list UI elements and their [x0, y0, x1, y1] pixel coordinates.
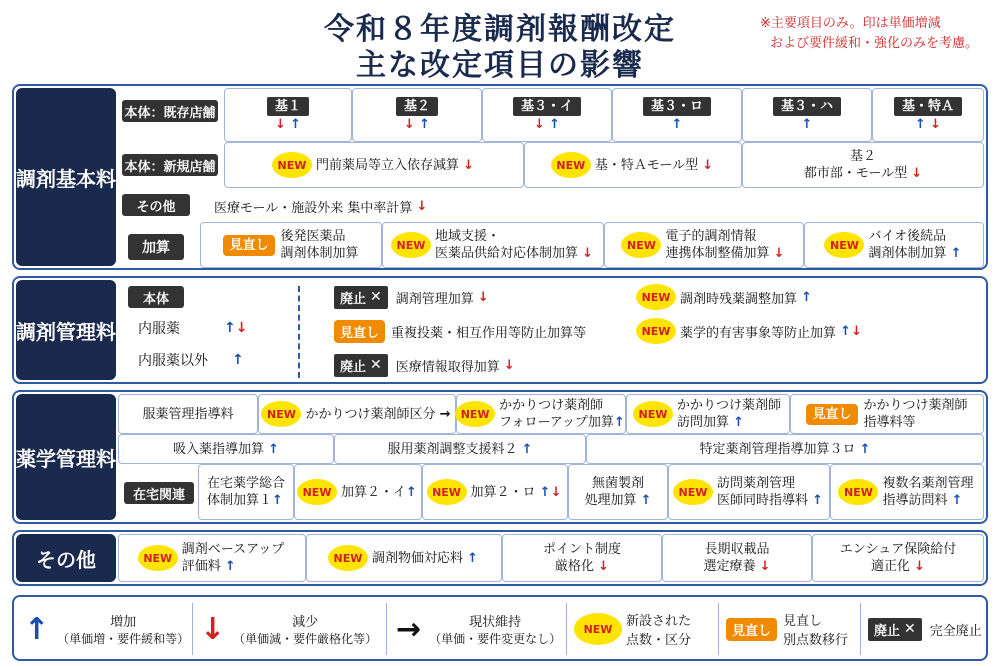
- cell-kihon3-ha: [742, 88, 872, 142]
- note-line-2: および要件緩和・強化のみを考慮。: [770, 36, 979, 51]
- new-badge: NEW: [638, 286, 674, 308]
- pill-kihon1: 基１: [267, 97, 309, 116]
- cell-kakaritsuke-kubun: NEW かかりつけ薬剤師区分 →: [258, 394, 456, 434]
- label-toku-a-mall: 基・特Ａモール型: [594, 157, 699, 173]
- cell-kasan2-i: NEW 加算２・イ ↑: [294, 464, 422, 520]
- new-badge: NEW: [274, 154, 310, 176]
- arrow-kihon3-ha: ↑: [801, 117, 813, 132]
- cell-kakaritsuke-homon: NEW かかりつけ薬剤師 訪問加算 ↑: [626, 394, 790, 434]
- note-line-1: ※主要項目のみ。印は単価増減: [760, 16, 941, 31]
- pill-kihon3-ha: 基３・ハ: [773, 97, 841, 116]
- note: [760, 14, 1000, 54]
- legend-down: ↓ 減少 （単価減・要件厳格化等）: [200, 611, 378, 647]
- cell-fukusumei: NEW 複数名薬剤管理 指導訪問料 ↑: [830, 464, 984, 520]
- cell-kakaritsuke-shidoryo: 見直し かかりつけ薬剤師 指導料等: [790, 394, 984, 434]
- section-other-head: その他: [16, 534, 116, 582]
- cell-fukuyaku-shido: 服薬管理指導料: [118, 394, 258, 434]
- row-kasan-label: 加算: [128, 234, 184, 260]
- new-badge: NEW: [393, 234, 429, 256]
- revise-badge: 見直し: [334, 320, 385, 343]
- cell-kihon2: [352, 88, 482, 142]
- hontai-label: 本体: [128, 286, 184, 308]
- cell-monzen: NEW 門前薬局等立入依存減算 ↓: [224, 142, 524, 188]
- cell-mall-concentration: 医療モール・施設外来 集中率計算 ↓: [214, 198, 428, 216]
- section-dispensing-mgmt-head: 調剤管理料: [16, 280, 116, 380]
- cell-zaitaku-sogo: 在宅薬学総合 体制加算１↑: [198, 464, 294, 520]
- legend-up-arrow: ↑: [24, 611, 50, 647]
- section-basic-fee-head: 調剤基本料: [16, 88, 116, 266]
- cell-ensure: エンシュア保険給付 適正化 ↓: [812, 534, 984, 582]
- label-mall-concentration: 医療モール・施設外来 集中率計算: [214, 200, 413, 216]
- cell-kihon3-i: [482, 88, 612, 142]
- arrows-kihon3-i: ↓ ↑: [534, 117, 560, 132]
- new-badge: NEW: [553, 154, 589, 176]
- cell-generic-kasan: 見直し 後発医薬品 調剤体制加算: [200, 222, 382, 268]
- cell-choki-shusai: 長期収載品 選定療養 ↓: [662, 534, 812, 582]
- item-zanyaku-chosei: NEW 調剤時残薬調整加算 ↑: [638, 284, 812, 310]
- legend: [12, 595, 988, 661]
- legend-up: ↑ 増加 （単価増・要件緩和等）: [24, 611, 190, 647]
- item-yugai-jisho: NEW 薬学的有害事象等防止加算 ↑ ↓: [638, 318, 862, 344]
- cell-mukin-seizai: 無菌製剤 処理加算 ↑: [568, 464, 668, 520]
- row-existing-label: 本体：既存店舗: [122, 100, 218, 122]
- section-pharm-mgmt: [12, 390, 988, 524]
- legend-right-arrow: →: [396, 611, 422, 647]
- new-badge: NEW: [840, 481, 876, 503]
- cell-toku-a-mall: NEW 基・特Ａモール型 ↓: [524, 142, 742, 188]
- row-other-label: その他: [122, 194, 190, 216]
- new-badge: NEW: [576, 615, 620, 643]
- naifuku-row: 内服薬 ↑ ↓: [138, 320, 248, 337]
- revise-badge: 見直し: [726, 618, 777, 641]
- naifuku-igai-row: 内服薬以外 ↑: [138, 352, 244, 369]
- arrows-kihon2: ↓ ↑: [404, 117, 430, 132]
- cell-kihon3-ro: [612, 88, 742, 142]
- arrow-kihon3-ro: ↑: [671, 117, 683, 132]
- divider: [298, 286, 300, 378]
- arrows-kihon-toku-a: ↑ ↓: [915, 117, 941, 132]
- pill-kihon3-i: 基３・イ: [513, 97, 581, 116]
- abolish-badge: 廃止 ✕: [868, 618, 922, 641]
- item-chofuku-toyaku: 見直し 重複投薬・相互作用等防止加算等: [334, 318, 586, 344]
- cell-bukka-taio: NEW 調剤物価対応料 ↑: [306, 534, 502, 582]
- page-title: 令和８年度調剤報酬改定: [324, 12, 676, 47]
- new-badge: NEW: [263, 403, 299, 425]
- new-badge: NEW: [429, 481, 465, 503]
- section-basic-fee: [12, 84, 988, 270]
- legend-abolish: 廃止 ✕ 完全廃止: [868, 605, 982, 653]
- pill-kihon-toku-a: 基・特Ａ: [894, 97, 962, 116]
- row-new-label: 本体：新規店舗: [122, 154, 218, 176]
- section-other: [12, 530, 988, 586]
- cell-tokutei-yakuzai: 特定薬剤管理指導加算３ロ ↑: [586, 434, 984, 464]
- pill-kihon3-ro: 基３・ロ: [643, 97, 711, 116]
- new-badge: NEW: [299, 481, 335, 503]
- cell-kyunyu: 吸入薬指導加算 ↑: [118, 434, 334, 464]
- cell-denshi-chozai: NEW 電子的調剤情報 連携体制整備加算 ↓: [604, 222, 804, 268]
- item-iryo-joho: 廃止 ✕ 医療情報取得加算 ↓: [334, 352, 515, 378]
- label-kihon2: 基２: [849, 149, 876, 164]
- new-badge: NEW: [675, 481, 711, 503]
- section-dispensing-mgmt: [12, 276, 988, 384]
- cell-fukuyo-chosei: 服用薬剤調整支援料２ ↑: [334, 434, 586, 464]
- naifuku-igai-label: 内服薬以外: [138, 353, 208, 369]
- page-subtitle: 主な改定項目の影響: [356, 48, 644, 83]
- cell-kihon-toku-a: [872, 88, 984, 142]
- legend-revise: 見直し 見直し 別点数移行: [726, 605, 848, 653]
- arrows-kihon1: ↓ ↑: [275, 117, 301, 132]
- cell-kihon2-mall: 基２ 都市部・モール型 ↓: [742, 142, 984, 188]
- new-badge: NEW: [623, 234, 659, 256]
- new-badge: NEW: [638, 320, 674, 342]
- section-pharm-mgmt-head: 薬学管理料: [16, 394, 116, 520]
- cell-chiiki-shien: NEW 地域支援・ 医薬品供給対応体制加算 ↓: [382, 222, 604, 268]
- legend-down-arrow: ↓: [200, 611, 226, 647]
- cell-base-up: NEW 調剤ベースアップ 評価料 ↑: [118, 534, 306, 582]
- cell-kasan2-ro: NEW 加算２・ロ ↑ ↓: [422, 464, 568, 520]
- new-badge: NEW: [635, 403, 671, 425]
- legend-new: NEW 新設された 点数・区分: [576, 605, 691, 653]
- label-urban-mall: 都市部・モール型: [803, 166, 908, 181]
- label-monzen: 門前薬局等立入依存減算: [315, 157, 459, 173]
- revise-badge: 見直し: [806, 404, 857, 425]
- item-chozai-kanri-kasan: 廃止 ✕ 調剤管理加算 ↓: [334, 284, 489, 310]
- zaitaku-label: 在宅関連: [124, 482, 194, 504]
- cell-bio-kasan: NEW バイオ後続品 調剤体制加算 ↑: [804, 222, 984, 268]
- new-badge: NEW: [140, 547, 176, 569]
- cell-point-seido: ポイント制度 厳格化 ↓: [502, 534, 662, 582]
- legend-flat: → 現状維持 （単価・要件変更なし）: [396, 611, 562, 647]
- cell-kakaritsuke-followup: NEW かかりつけ薬剤師 フォローアップ加算↑: [456, 394, 626, 434]
- new-badge: NEW: [457, 403, 493, 425]
- new-badge: NEW: [330, 547, 366, 569]
- abolish-badge: 廃止 ✕: [334, 354, 388, 377]
- abolish-badge: 廃止 ✕: [334, 286, 388, 309]
- naifuku-label: 内服薬: [138, 321, 180, 337]
- new-badge: NEW: [826, 234, 862, 256]
- revise-badge: 見直し: [223, 235, 274, 256]
- pill-kihon2: 基２: [396, 97, 438, 116]
- cell-kihon1: [224, 88, 352, 142]
- cell-homon-yakuzai: NEW 訪問薬剤管理 医師同時指導料 ↑: [668, 464, 830, 520]
